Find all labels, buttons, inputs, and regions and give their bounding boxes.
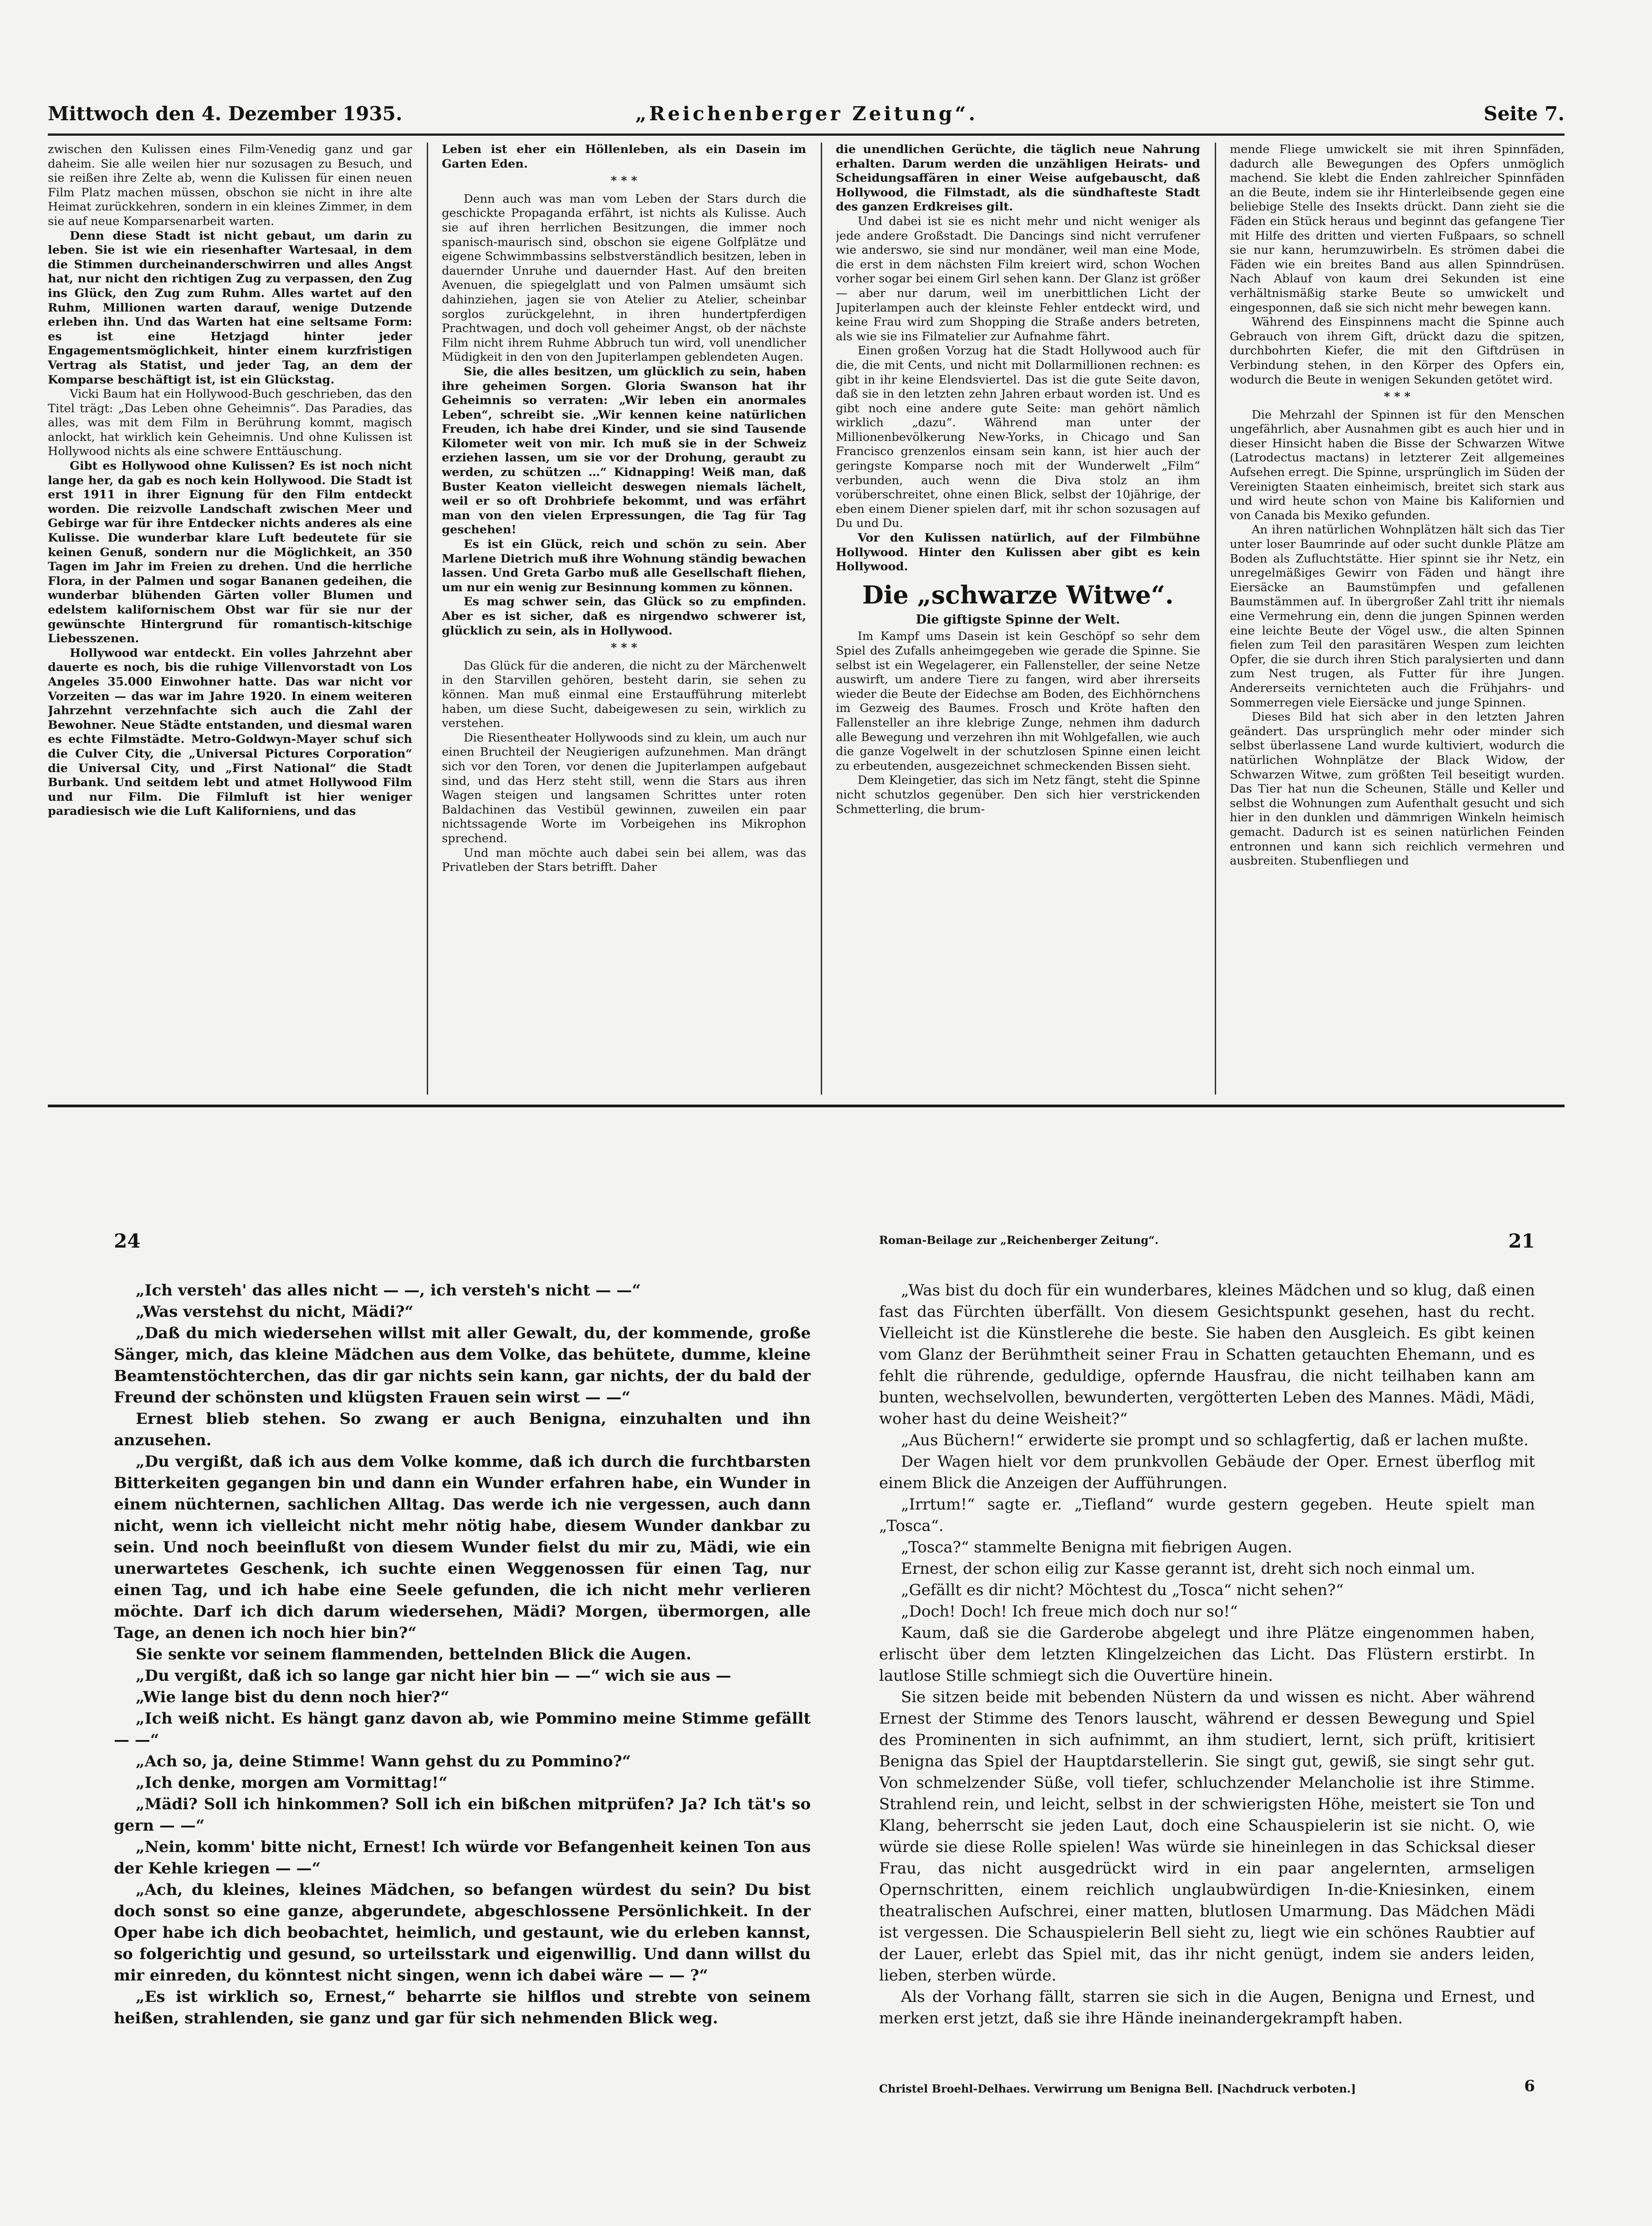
paragraph: Hollywood war entdeckt. Ein volles Jahrzehnt aber dauerte es noch, bis die ruhige Villenvorstadt von Los Angeles 35.000 Einwohner hatte. Das war nicht vor Vorzeiten — das war im Jahre 1920. In einem weiteren Jahrzehnt verzehnfachte sich auch die Zahl der Bewohner. Neue Städte entstanden, und diesmal waren es echte Filmstädte. Metro-Goldwyn-Mayer schuf sich die Culver City, die „Universal Pictures Corporation“ die Universal City, und „First National“ die Stadt Burbank. Und seitdem lebt und atmet Hollywood Film und nur Film. Die Filmluft ist hier weniger paradiesisch wie die Luft Kaliforniens, und das (48, 646, 412, 819)
date-line: Mittwoch den 4. Dezember 1935. (48, 102, 403, 125)
novel-text (114, 1280, 811, 2091)
paragraph: „Was verstehst du nicht, Mädi?“ (136, 1303, 414, 1321)
paragraph: Gibt es Hollywood ohne Kulissen? Es ist noch nicht lange her, da gab es noch kein Hollywood. Die Stadt ist erst 1911 in ihrer Eignung für den Film entdeckt worden. Die reizvolle Landschaft zwischen Meer und Gebirge war für ihre Entdecker nichts anderes als eine Kulisse. Die wunderbar klare Luft bedeutete für sie keinen Genuß, sondern nur die Möglichkeit, an 350 Tagen im Jahr im Freien zu drehen. Und die herrliche Flora, in der Palmen und sogar Bananen gedeihen, die wunderbar blühenden Gärten voller Blumen und edelstem kalifornischem Obst war für sie nur der gewünschte Hintergrund für romantisch-kitschige Liebesszenen. (48, 459, 412, 646)
paragraph: „Irrtum!“ sagte er. „Tiefland“ wurde gestern gegeben. Heute spielt man „Tosca“. (879, 1495, 1535, 1535)
novel-page-right (879, 1230, 1535, 2095)
paragraph: Die Mehrzahl der Spinnen ist für den Menschen ungefährlich, aber Ausnahmen gibt es auch hier und in dieser Hinsicht haben die Bisse der Schwarzen Witwe (Latrodectus mactans) in letzterer Zeit allgemeines Aufsehen erregt. Die Spinne, ursprünglich im Süden der Vereinigten Staaten einheimisch, breitet sich stark aus und wird heute schon von Maine bis Kalifornien und von Canada bis Mexiko gefunden. (1230, 408, 1565, 522)
paragraph: Und man möchte auch dabei sein bei allem, was das Privatleben der Stars betrifft. Daher (442, 846, 806, 875)
masthead: „Reichenberger Zeitung“. (635, 102, 978, 125)
paragraph: „Es ist wirklich so, Ernest,“ beharrte sie hilflos und strebte von seinem heißen, strahlenden, sie ganz und gar für sich nehmenden Blick weg. (114, 1988, 811, 2027)
section-separator: * * * (1384, 390, 1411, 404)
column-divider (821, 143, 822, 1095)
paragraph: „Ich weiß nicht. Es hängt ganz davon ab, wie Pommino meine Stimme gefällt — —“ (114, 1709, 811, 1749)
paragraph: Das Glück für die anderen, die nicht zu der Märchenwelt in den Starvillen gehören, besteht darin, sie sehen zu können. Man muß einmal eine Erstaufführung miterlebt haben, um diese Sucht, dabeigewesen zu sein, wirklich zu verstehen. (442, 659, 806, 731)
paragraph: Als der Vorhang fällt, starren sie sich in die Augen, Benigna und Ernest, und merken erst jetzt, daß sie ihre Hände ineinandergekrampft haben. (879, 1988, 1535, 2027)
paragraph: zwischen den Kulissen eines Film-Venedig ganz und gar daheim. Sie alle weilen hier nur sozusagen zu Besuch, und sie reißen ihre Zelte ab, wenn die Kulissen für einen neuen Film Platz machen müssen, obschon sie nicht in ihre alte Heimat zurückkehren, sondern in ein kleines Zimmer, in dem sie auf neue Komparsenarbeit warten. (48, 143, 412, 228)
paragraph: An ihren natürlichen Wohnplätzen hält sich das Tier unter loser Baumrinde auf oder sucht dunkle Plätze am Boden als Zufluchtstätte. Hier spinnt sie ihr Netz, ein unregelmäßiges Gewirr von Fäden und hängt ihre Eiersäcke an Baumstümpfen und gefallenen Baumstämmen auf. In übergroßer Zahl tritt ihr niemals eine Vermehrung ein, denn die jungen Spinnen werden eine leichte Beute der Vögel usw., die alten Spinnen fielen zum Teil den parasitären Wespen zum leichten Opfer, die sie durch ihren Stich paralysierten und dann zum Nest trugen, als Futter für ihre Jungen. Andererseits vernichteten auch die Frühjahrs- und Sommerregen viele Eiersäcke und junge Spinnen. (1230, 523, 1565, 710)
paragraph: „Du vergißt, daß ich aus dem Volke komme, daß ich durch die furchtbarsten Bitterkeiten gegangen bin und dann ein Wunder erfahren habe, ein Wunder in einem nüchternen, sachlichen Alltag. Das werde ich nie vergessen, auch dann nicht, wenn ich vielleicht nicht mehr nötig habe, diesem Wunder dankbar zu sein. Und noch beeinflußt von diesem Wunder fielst du mir zu, Mädi, wie ein unerwartetes Geschenk, ich suchte einen Weggenossen für einen Tag, nur einen Tag, und ich habe eine Seele gefunden, die ich nicht mehr verlieren möchte. Darf ich dich darum wiedersehen, Mädi? Morgen, übermorgen, alle Tage, an denen ich noch hier bin?“ (114, 1453, 811, 1642)
column-3 (836, 143, 1200, 1095)
paragraph: „Ich denke, morgen am Vormittag!“ (136, 1774, 448, 1792)
paragraph: Es ist ein Glück, reich und schön zu sein. Aber Marlene Dietrich muß ihre Wohnung ständig bewachen lassen. Und Greta Garbo muß alle Gesellschaft fliehen, um nur ein wenig zur Besinnung kommen zu können. (442, 537, 806, 594)
paragraph: „Was bist du doch für ein wunderbares, kleines Mädchen und so klug, daß einen fast das Fürchten überfällt. Von diesem Gesichtspunkt gesehen, hast du recht. Vielleicht ist die Künstlerehe die beste. Sie haben den Ausgleich. Es gibt keinen vom Glanz der Berühmtheit seiner Frau in Schatten getauchten Ehemann, und es fehlt die rührende, geduldige, opfernde Hausfrau, die nicht teilhaben kann am bunten, wechselvollen, bewunderten, vergötterten Leben des Mannes. Mädi, Mädi, woher hast du deine Weisheit?“ (879, 1281, 1535, 1428)
section-separator: * * * (611, 641, 637, 655)
page-bottom-rule (48, 1105, 1565, 1107)
page-number: 21 (1508, 1230, 1535, 1252)
paragraph: „Nein, komm' bitte nicht, Ernest! Ich würde vor Befangenheit keinen Ton aus der Kehle kriegen — —“ (114, 1838, 811, 1878)
paragraph: Sie senkte vor seinem flammenden, bettelnden Blick die Augen. (136, 1645, 691, 1663)
paragraph: „Ich versteh' das alles nicht — —, ich versteh's nicht — —“ (136, 1281, 641, 1300)
paragraph: „Ach, du kleines, kleines Mädchen, so befangen würdest du sein? Du bist doch sonst so eine ganze, abgerundete, abgeschlossene Persönlichkeit. In der Oper habe ich dich beobachtet, heimlich, und gestaunt, wie du erleben kannst, so folgerichtig und gesund, so urteilsstark und eigenwillig. Und dann willst du mir einreden, du könntest nicht singen, wenn ich dabei wäre — — ?“ (114, 1881, 811, 1985)
paragraph: „Ach so, ja, deine Stimme! Wann gehst du zu Pommino?“ (136, 1752, 631, 1771)
signature-mark: 6 (1524, 2077, 1535, 2095)
paragraph: „Du vergißt, daß ich so lange gar nicht hier bin — —“ wich sie aus — (136, 1667, 731, 1685)
paragraph: Die Riesentheater Hollywoods sind zu klein, um auch nur einen Bruchteil der Neugierigen aufzunehmen. Man drängt sich vor den Toren, vor denen die Jupiterlampen aufgebaut sind, und das Herz steht still, wenn die Stars aus ihren Wagen steigen und langsamen Schrittes unter roten Baldachinen das Vestibül gewinnen, zuweilen ein paar nichtssagende Worte im Vorbeigehen ins Mikrophon sprechend. (442, 731, 806, 845)
supplement-header: Roman-Beilage zur „Reichenberger Zeitung“. (879, 1233, 1159, 1247)
column-divider (427, 143, 428, 1095)
paragraph: Es mag schwer sein, das Glück so zu empfinden. Aber es ist sicher, daß es nirgendwo schwerer ist, glücklich zu sein, als in Hollywood. (442, 595, 806, 638)
paragraph: Ernest blieb stehen. So zwang er auch Benigna, einzuhalten und ihn anzusehen. (114, 1410, 811, 1449)
paragraph: „Doch! Doch! Ich freue mich doch nur so!“ (901, 1602, 1238, 1621)
paragraph: „Gefällt es dir nicht? Möchtest du „Tosca“ nicht sehen?“ (901, 1581, 1344, 1599)
paragraph: „Wie lange bist du denn noch hier?“ (136, 1688, 450, 1706)
paragraph: Kaum, daß sie die Garderobe abgelegt und ihre Plätze eingenommen haben, erlischt über dem letzten Klingelzeichen das Licht. Das Flüstern erstirbt. In lautlose Stille schmiegt sich die Ouvertüre hinein. (879, 1624, 1535, 1685)
running-head (48, 102, 1565, 130)
paragraph: Sie, die alles besitzen, um glücklich zu sein, haben ihre geheimen Sorgen. Gloria Swanson hat ihr Geheimnis so verraten: „Wir leben ein anormales Leben“, schreibt sie. „Wir kennen keine natürlichen Freuden, ich habe drei Kinder, und sie sind Tausende Kilometer weit von mir. Ich muß sie in der Schweiz erziehen lassen, um sie vor der Drohung, geraubt zu werden, zu schützen …“ Kidnapping! Weiß man, daß Buster Keaton vielleicht deswegen niemals lächelt, weil er so oft Drohbriefe bekommt, und was erfährt man von den vielen Erpressungen, die Tag für Tag geschehen! (442, 364, 806, 537)
paragraph: „Tosca?“ stammelte Benigna mit fiebrigen Augen. (901, 1538, 1293, 1556)
section-separator: * * * (611, 174, 637, 188)
article-headline: Die „schwarze Witwe“. (862, 580, 1174, 609)
paragraph: Denn diese Stadt ist nicht gebaut, um darin zu leben. Sie ist wie ein riesenhafter Wartesaal, in dem die Stimmen durcheinanderschwirren und alles Angst hat, nur nicht den richtigen Zug zu verpassen, den Zug ins Glück, den Zug zum Ruhm. Alles wartet auf den Ruhm, Millionen warten darauf, wenige Dutzende erleben ihn. Und das Warten hat eine seltsame Form: es ist eine Hetzjagd hinter jeder Engagementsmöglichkeit, hinter einem kurzfristigen Vertrag als Statist, und jeder Tag, an dem der Komparse beschäftigt ist, ist ein Glückstag. (48, 229, 412, 387)
column-2 (442, 143, 806, 1095)
paragraph: Denn auch was man vom Leben der Stars durch die geschickte Propaganda erfährt, ist nichts als Kulisse. Auch sie auf ihren herrlichen Besitzungen, die immer noch spanisch-maurisch sind, obschon sie eigene Golfplätze und eigene Schwimmbassins selbstverständlich besitzen, leben in dauernder Unruhe und dauernder Hast. Auf den breiten Avenuen, die spiegelglatt und von Palmen umsäumt sich dahinziehen, jagen sie von Atelier zu Atelier, scheinbar sorglos zurückgelehnt, in ihren hundertpferdigen Prachtwagen, und doch voll geheimer Angst, ob der nächste Film nicht ihrem Ruhme Abbruch tun wird, voll unendlicher Müdigkeit in den von den Jupiterlampen geblendeten Augen. (442, 192, 806, 364)
novel-text (879, 1280, 1535, 2091)
paragraph: Ernest, der schon eilig zur Kasse gerannt ist, dreht sich noch einmal um. (901, 1560, 1476, 1578)
author-credit: Christel Broehl-Delhaes. Verwirrung um Benigna Bell. [Nachdruck verboten.] (879, 2082, 1356, 2095)
article-subhead: Die giftigste Spinne der Welt. (916, 612, 1120, 627)
paragraph: „Mädi? Soll ich hinkommen? Soll ich ein bißchen mitprüfen? Ja? Ich tät's so gern — —“ (114, 1795, 811, 1835)
column-4 (1230, 143, 1565, 1095)
novel-footer (879, 2077, 1535, 2095)
paragraph: Während des Einspinnens macht die Spinne auch Gebrauch von ihrem Gift, drückt dazu die spitzen, durchbohrten Kiefer, die mit den Giftdrüsen in Verbindung stehen, in den Körper des Opfers ein, wodurch die Beute in wenigen Sekunden getötet wird. (1230, 315, 1565, 387)
head-rule (48, 133, 1565, 136)
paragraph: Dieses Bild hat sich aber in den letzten Jahren geändert. Das ursprünglich mehr oder minder sich selbst überlassene Land wurde kultiviert, wodurch die natürlichen Wohnplätze der Black Widow, der Schwarzen Witwe, zum größten Teil beseitigt wurden. Das Tier hat nun die Scheunen, Ställe und Keller und selbst die Wohnungen zum Aufenthalt gesucht und sich hier in den dunklen und dämmrigen Winkeln heimisch gemacht. Dadurch ist es seinen natürlichen Feinden entronnen und kann sich reichlich vermehren und ausbreiten. Stubenfliegen und (1230, 710, 1565, 868)
paragraph: „Aus Büchern!“ erwiderte sie prompt und so schlagfertig, daß er lachen mußte. (901, 1431, 1529, 1449)
paragraph: Der Wagen hielt vor dem prunkvollen Gebäude der Oper. Ernest überflog mit einem Blick die Anzeigen der Aufführungen. (879, 1453, 1535, 1492)
paragraph: Im Kampf ums Dasein ist kein Geschöpf so sehr dem Spiel des Zufalls anheimgegeben wie gerade die Spinne. Sie selbst ist ein Wegelagerer, ein Fallensteller, der seine Netze auswirft, um andere Tiere zu fangen, wird aber ihrerseits wieder die Beute der Eidechse am Boden, des Eichhörnchens im Gezweig des Baumes. Frosch und Kröte haften den Fallensteller an ihre klebrige Zunge, nehmen ihm dadurch alle Bewegung und verzehren ihn mit Wohlgefallen, wie auch die ganze Vogelwelt in der schutzlosen Spinne einen leicht zu erbeutenden, ausgezeichnet schmeckenden Bissen sieht. (836, 629, 1200, 773)
paragraph: die unendlichen Gerüchte, die täglich neue Nahrung erhalten. Darum werden die unzähligen Heirats- und Scheidungsaffären in einer Weise aufgebauscht, daß Hollywood, die Filmstadt, als die sündhafteste Stadt des ganzen Erdkreises gilt. (836, 143, 1200, 214)
novel-page-left (114, 1230, 811, 2095)
paragraph: Vicki Baum hat ein Hollywood-Buch geschrieben, das den Titel trägt: „Das Leben ohne Geheimnis“. Das Paradies, das alles, was mit dem Film in Berührung kommt, magisch anlockt, hat wirklich kein Geheimnis. Und ohne Kulissen ist Hollywood nichts als eine schwere Enttäuschung. (48, 387, 412, 459)
page-number: 24 (114, 1230, 141, 1252)
paragraph: Und dabei ist sie es nicht mehr und nicht weniger als jede andere Großstadt. Die Dancings sind nicht verrufener wie anderswo, sie sind nur mondäner, weil man eine Mode, die erst in dem nächsten Film kreiert wird, schon Wochen vorher sogar bei einem Girl sehen kann. Der Glanz ist größer — aber nur darum, weil im unerbittlichen Licht der Jupiterlampen auch der kleinste Fehler entdeckt wird, und keine Frau wird zum Shopping die Straße anders betreten, als wie sie ins Filmatelier zur Aufnahme fährt. (836, 214, 1200, 343)
column-divider (1215, 143, 1216, 1095)
paragraph: „Daß du mich wiedersehen willst mit aller Gewalt, du, der kommende, große Sänger, mich, das kleine Mädchen aus dem Volke, das behütete, dumme, kleine Beamtenstöchterchen, das dir gar nichts sein kann, gar nichts, der du bald der Freund der schönsten und klügsten Frauen sein wirst — —“ (114, 1324, 811, 1407)
paragraph: Vor den Kulissen natürlich, auf der Filmbühne Hollywood. Hinter den Kulissen aber gibt es kein Hollywood. (836, 531, 1200, 574)
newspaper-page (48, 102, 1565, 1114)
paragraph: Sie sitzen beide mit bebenden Nüstern da und wissen es nicht. Aber während Ernest der Stimme des Tenors lauscht, während er dessen Bewegung und Spiel des Prominenten in sich aufnimmt, an ihm studiert, lernt, sich prüft, kritisiert Benigna das Spiel der Hauptdarstellerin. Sie singt gut, gewiß, sie singt sehr gut. Von schmelzender Süße, voll tiefer, schluchzender Melancholie ist ihre Stimme. Strahlend rein, und leicht, selbst in der schwierigsten Höhe, meistert sie Ton und Klang, beherrscht sie jeden Laut, doch eine Schauspielerin ist sie nicht. O, wie würde sie diese Rolle spielen! Was würde sie hineinlegen in das Schicksal dieser Frau, das nicht ausgedrückt wird in ein paar angelernten, armseligen Opernschritten, einem reichlich unglaubwürdigen In-die-Kniesinken, einem theatralischen Aufschrei, einer matten, blutlosen Umarmung. Das Mädchen Mädi ist vergessen. Die Schauspielerin Bell sieht zu, liegt wie ein schönes Raubtier auf der Lauer, erlebt das Spiel mit, das ihr nicht genügt, indem sie anders leiden, lieben, sterben würde. (879, 1688, 1535, 1985)
paragraph: Dem Kleingetier, das sich im Netz fängt, steht die Spinne nicht schutzlos gegenüber. Den sich hier verstrickenden Schmetterling, die brum- (836, 773, 1200, 816)
article-columns (48, 143, 1565, 1095)
column-1 (48, 143, 412, 1095)
paragraph: Leben ist eher ein Höllenleben, als ein Dasein im Garten Eden. (442, 143, 806, 171)
paragraph: mende Fliege umwickelt sie mit ihren Spinnfäden, dadurch alle Bewegungen des Opfers unmöglich machend. Sie klebt die Enden zahlreicher Spinnfäden an die Beute, indem sie ihr Hinterleibsende gegen eine beliebige Stelle des Insekts drückt. Dann zieht sie die Fäden ein Stück heraus und beginnt das gefangene Tier mit Hilfe des dritten und vierten Fußpaars, so schnell sie nur kann, herumzuwirbeln. Es strömen dabei die Fäden wie ein breites Band aus allen Spinndrüsen. Nach Ablauf von kaum drei Sekunden ist eine verhältnismäßig starke Beute so umwickelt und eingesponnen, daß sie sich nicht mehr bewegen kann. (1230, 143, 1565, 315)
paragraph: Einen großen Vorzug hat die Stadt Hollywood auch für die, die mit Cents, und nicht mit Dollarmillionen rechnen: es gibt in ihr keine Elendsviertel. Das ist die gute Seite davon, daß sie in den letzten zehn Jahren erbaut worden ist. Und es gibt noch eine andere gute Seite: man gehört nämlich wirklich „dazu“. Während man unter der Millionenbevölkerung New-Yorks, in Chicago und San Francisco grenzenlos einsam sein kann, ist hier auch der geringste Komparse noch mit der Wunderwelt „Film“ verbunden, auch wenn die Diva stolz an ihm vorüberschreitet, ohne einen Blick, selbst der 10jährige, der eben einem Diener spielen darf, mit ihr schon sozusagen auf Du und Du. (836, 344, 1200, 531)
page-label: Seite 7. (1483, 102, 1565, 125)
